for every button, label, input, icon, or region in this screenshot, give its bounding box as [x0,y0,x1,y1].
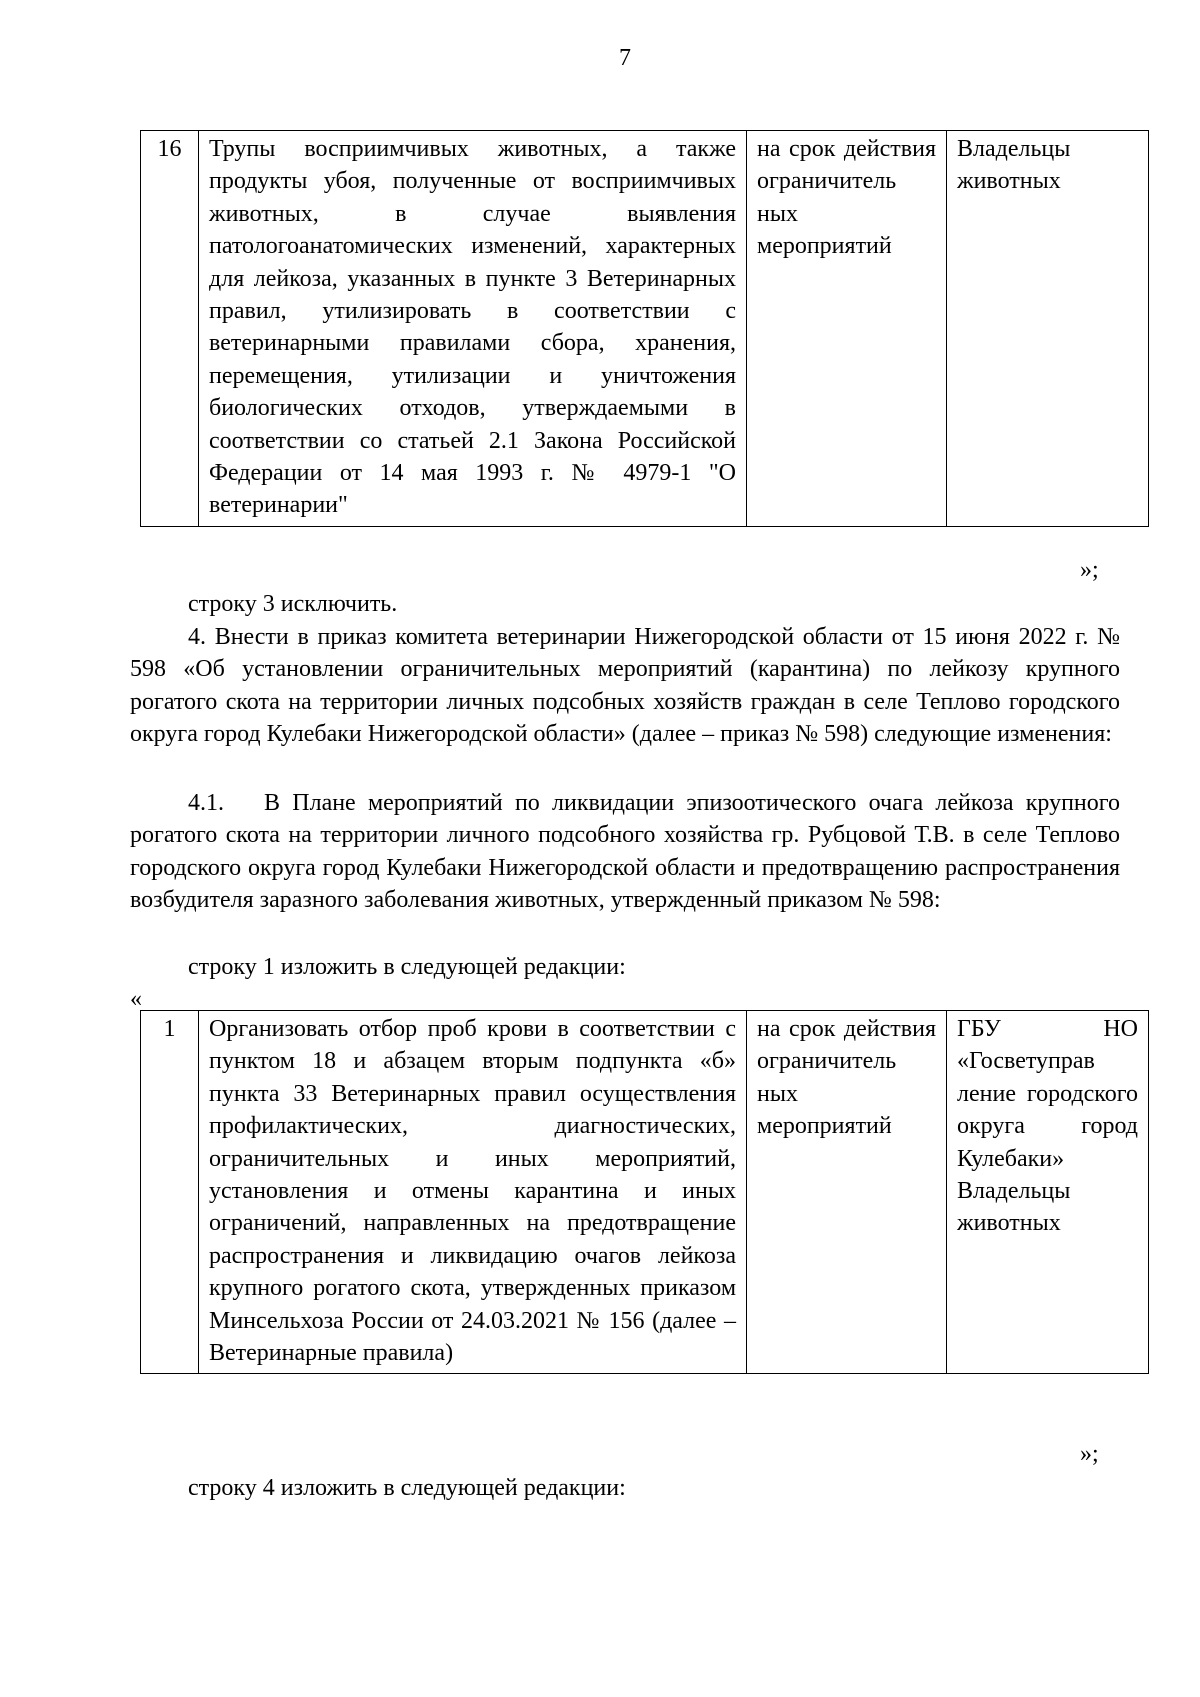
measure-cell: Трупы восприимчивых животных, а также продукты убоя, полученные от восприимчивых животных, в случае выявления патологоанатомических изменений, характерных для лейкоза, указанных в пункте 3 Ветеринарных правил, утилизировать в соответствии с ветеринарными правилами сбора, хранения, перемещения, утилизации и уничтожения биологических отходов, утверждаемыми в соответствии со статьей 2.1 Закона Российской Федерации от 14 мая 1993 г. № 4979-1 "О ветеринарии" [199,131,747,527]
responsible-cell [947,1011,1149,1374]
plan-table-row-1 [140,1010,1149,1374]
closing-quote: »; [1080,557,1099,583]
paragraph-number: 4.1. [188,790,224,816]
paragraph-row1-edit: строку 1 изложить в следующей редакции: [188,954,626,980]
plan-table-row-16 [140,130,1149,527]
responsible-org: ГБУ НО «Госветуправ ление городского округа город Кулебаки» [957,1016,1138,1172]
opening-quote: « [130,986,142,1012]
responsible-owner: Владельцы животных [957,1178,1071,1237]
row-number: 16 [141,131,199,527]
paragraph-row3-excluded: строку 3 исключить. [188,591,398,617]
table-row [141,1011,1149,1374]
responsible-cell: Владельцы животных [947,131,1149,527]
paragraph-row4-edit: строку 4 изложить в следующей редакции: [188,1475,626,1501]
paragraph-text: В Плане мероприятий по ликвидации эпизоотического очага лейкоза крупного рогатого скота на территории личного подсобного хозяйства гр. Рубцовой Т.В. в селе Теплово городского округа город Кулебаки Нижегородской области и предотвращению распространения возбудителя заразного заболевания животных, утвержденный приказом № 598: [130,790,1120,914]
measure-cell: Организовать отбор проб крови в соответствии с пунктом 18 и абзацем вторым подпункта «б» пункта 33 Ветеринарных правил осуществления профилактических, диагностических, ограничительных и иных мероприятий, установления и отмены карантина и иных ограничений, направленных на предотвращение распространения и ликвидацию очагов лейкоза крупного рогатого скота, утвержденных приказом Минсельхоза России от 24.03.2021 № 156 (далее – Ветеринарные правила) [199,1011,747,1374]
row-number: 1 [141,1011,199,1374]
term-cell: на срок действия ограничитель ных мероприятий [747,131,947,527]
paragraph-4-1 [130,787,1120,917]
paragraph-4: 4. Внести в приказ комитета ветеринарии Нижегородской области от 15 июня 2022 г. № 598 «Об установлении ограничительных мероприятий (карантина) по лейкозу крупного рогатого скота на территории личных подсобных хозяйств граждан в селе Теплово городского округа город Кулебаки Нижегородской области» (далее – приказ № 598) следующие изменения: [130,624,1120,748]
table-row [141,131,1149,527]
page-number: 7 [619,45,631,71]
closing-quote: »; [1080,1441,1099,1467]
term-cell: на срок действия ограничитель ных мероприятий [747,1011,947,1374]
